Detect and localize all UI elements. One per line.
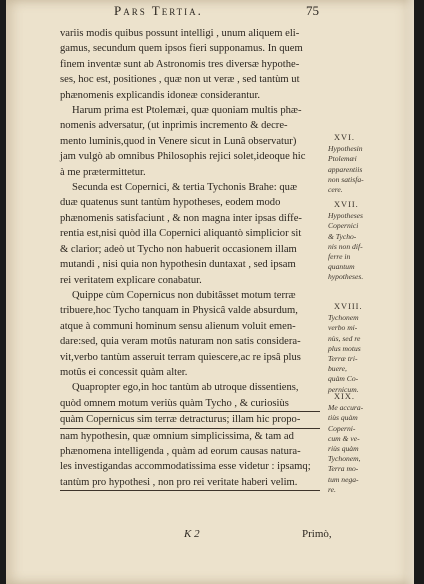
marginal-line: ferre in [328, 252, 351, 262]
marginal-line: plus motus [328, 343, 361, 353]
text-line: les investigandas accommodatissima esse videtur : ipsamq; [60, 461, 311, 473]
marginal-line: pernicum. [328, 384, 359, 394]
text-line: quòd omnem motum veriùs quàm Tycho , & curiosiùs [60, 396, 320, 412]
marginal-line: Me accura- [328, 403, 364, 413]
running-head: Pars Tertia. [114, 3, 203, 18]
marginal-line: hypotheses. [328, 272, 364, 282]
marginal-line: Hypothesin [328, 144, 363, 154]
marginal-line: nùs, sed re [328, 333, 361, 343]
text-line: finem inventæ sunt ab Astronomis tres diversæ hypothe- [60, 58, 300, 70]
marginal-line: Coperni- [328, 423, 356, 433]
text-line: phænomenis satisfaciunt , & non magna inter ipsas diffe- [60, 212, 302, 224]
marginal-line: quantum [328, 262, 355, 272]
text-line: variis modis quibus possunt intelligi , unum aliquem eli- [60, 28, 300, 39]
text-line: mento luminis,quod in Venere sicut in Lunâ observatur) [60, 135, 297, 147]
marginal-line: & Tycho- [328, 231, 357, 241]
catchword: Primò, [302, 528, 332, 540]
text-line: rentia est,nisi quòd illa Copernici aliquantò simplicior sit [60, 228, 302, 240]
text-line: rei veritatem explicare conabatur. [60, 274, 202, 286]
marginal-note [328, 200, 384, 283]
marginal-line: tiùs quàm [328, 413, 358, 423]
marginal-line: quàm Co- [328, 374, 359, 384]
text-line: Secunda est Copernici, & tertia Tychonis Brahe: quæ [72, 182, 298, 194]
text-line: phænomenis explicandis idoneæ considerantur. [60, 89, 261, 101]
text-line: phænomena intelligenda , quàm ad eorum causas natura- [60, 445, 301, 457]
marginal-line: Terra mo- [328, 464, 359, 474]
text-line: dare:sed, quia veram motûs naturam non satis considera- [60, 336, 301, 348]
marginal-line: nis non dif- [328, 241, 363, 251]
marginal-number: XIX. [334, 392, 355, 401]
marginal-line: Terræ tri- [328, 354, 358, 364]
marginal-line: buere, [328, 364, 347, 374]
text-line: ses, hoc est, positiones , quæ non ut veræ , sed tantùm ut [60, 74, 300, 86]
text-line: motûs ei concessit quàm alter. [60, 366, 188, 378]
text-line: & clarior; adeò ut Tycho non habuerit occasionem illam [60, 243, 297, 255]
text-line: jam vulgò ab omnibus Philosophis rejici solet,ideoque hic [60, 151, 306, 163]
text-line: duæ quatenus sunt tantùm hypotheses, eodem modo [60, 197, 281, 209]
text-line: Quapropter ego,in hoc tantùm ab utroque dissentiens, [72, 382, 299, 394]
marginal-line: cere. [328, 185, 343, 195]
text-line: tribuere,hoc Tycho tanquam in Physicâ valde absurdum, [60, 305, 298, 317]
text-line: Harum prima est Ptolemæi, quæ quoniam multis phæ- [72, 105, 302, 117]
text-line: mutandi , nisi quia non hypothesin duntaxat , sed ipsam [60, 259, 296, 271]
marginal-number: XVII. [334, 200, 359, 209]
marginal-line: Copernici [328, 221, 359, 231]
text-line: quàm Copernicus sim terræ detracturus; illam hic propo- [60, 412, 320, 428]
marginal-line: Hypotheses [328, 211, 364, 221]
marginal-note [328, 302, 384, 395]
main-text [60, 26, 320, 491]
signature-mark: K 2 [184, 528, 200, 540]
page-header [6, 3, 414, 21]
text-line: à me prætermittetur. [60, 166, 146, 178]
marginal-line: re. [328, 484, 336, 494]
marginal-line: riùs quàm [328, 444, 359, 454]
book-page [6, 0, 414, 584]
marginal-line: tum nega- [328, 474, 359, 484]
marginal-line: Tychonem [328, 313, 359, 323]
text-line: Quippe cùm Copernicus non dubitâsset motum terræ [72, 289, 296, 301]
marginal-number: XVI. [334, 133, 355, 142]
text-line: gamus, secundum quem ipsos fieri supponamus. In quem [60, 43, 303, 55]
text-line: tantùm pro hypothesi , non pro rei veritate haberi velim. [60, 475, 320, 491]
marginal-note [328, 133, 384, 195]
marginal-number: XVIII. [334, 302, 363, 311]
page-footer [6, 528, 414, 544]
text-line: nam hypothesin, quæ omnium simplicissima, & tam ad [60, 430, 294, 442]
text-line: nomenis adversatur, (ut inprimis incremento & decre- [60, 120, 288, 132]
marginal-line: verbo mi- [328, 323, 358, 333]
marginal-line: Ptolemæi [328, 154, 357, 164]
text-line: vit,verbo tantùm asseruit terram quiescere,ac re ipsâ plus [60, 351, 301, 363]
marginal-line: non satisfa- [328, 174, 364, 184]
marginal-line: Tychonem, [328, 454, 361, 464]
marginal-line: apparentiis [328, 164, 363, 174]
marginal-line: cum & ve- [328, 433, 360, 443]
text-line: atque à communi hominum sensu alienum voluit emen- [60, 320, 296, 332]
marginal-note [328, 392, 384, 495]
page-number: 75 [306, 3, 319, 18]
